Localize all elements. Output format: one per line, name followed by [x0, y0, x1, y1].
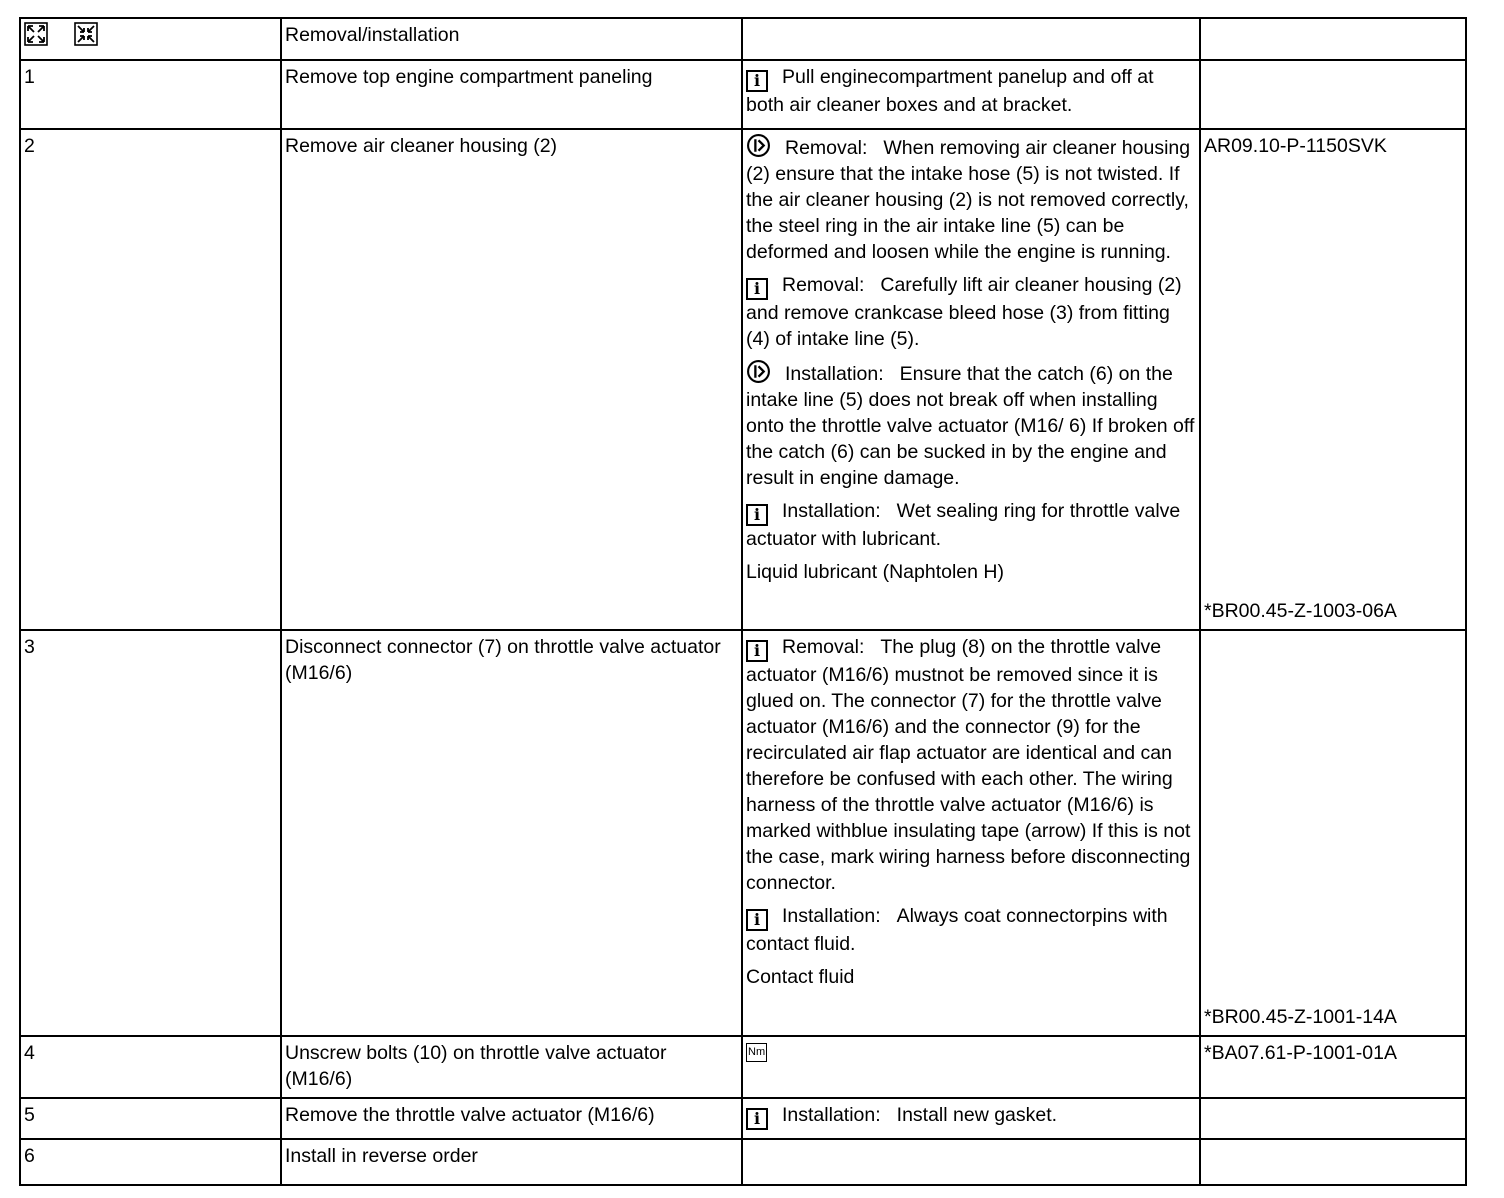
note-text: Pull enginecompartment panelup and off at both air cleaner boxes and at bracket.	[746, 66, 1154, 116]
step-row-3	[20, 630, 1466, 1036]
info-icon[interactable]: i	[746, 909, 768, 931]
step-ref[interactable]: *BA07.61-P-1001-01A	[1200, 1036, 1466, 1098]
material: Liquid lubricant (Naphtolen H)	[746, 561, 1004, 583]
step-ref-cell	[1200, 129, 1466, 630]
header-notes-cell	[742, 18, 1200, 60]
step-ref-cell	[1200, 630, 1466, 1036]
step-action: Remove the throttle valve actuator (M16/6)	[281, 1098, 742, 1139]
note-label: Removal:	[782, 636, 865, 658]
material: Contact fluid	[746, 966, 855, 988]
note-label: Removal:	[782, 274, 865, 296]
step-number: 5	[20, 1098, 281, 1139]
note	[746, 64, 1196, 118]
info-icon[interactable]: i	[746, 278, 768, 300]
note-label: Installation:	[785, 363, 884, 385]
note	[746, 903, 1196, 957]
note-text: Install new gasket.	[896, 1104, 1058, 1126]
warning-icon[interactable]	[746, 359, 771, 384]
note-text: When removing air cleaner housing (2) ensure that the intake hose (5) is not twisted. If the air cleaner housing (2) is not removed correctly, the steel ring in the air intake line (5) can be deformed and loosen while the engine is running.	[746, 137, 1191, 263]
note	[746, 1102, 1196, 1130]
material-ref[interactable]: *BR00.45-Z-1003-06A	[1204, 600, 1397, 622]
note-label: Removal:	[785, 137, 868, 159]
step-action: Unscrew bolts (10) on throttle valve actuator (M16/6)	[281, 1036, 742, 1098]
step-notes	[742, 129, 1200, 630]
step-row-5	[20, 1098, 1466, 1139]
header-ref-cell	[1200, 18, 1466, 60]
note	[746, 133, 1196, 265]
step-notes	[742, 630, 1200, 1036]
step-ref-cell	[1200, 1098, 1466, 1139]
info-icon[interactable]: i	[746, 70, 768, 92]
note-text: Carefully lift air cleaner housing (2) and remove crankcase bleed hose (3) from fitting (4) of intake line (5).	[746, 274, 1182, 350]
step-number: 4	[20, 1036, 281, 1098]
note-label: Installation:	[782, 905, 881, 927]
step-number: 1	[20, 60, 281, 129]
step-ref[interactable]: AR09.10-P-1150SVK	[1204, 135, 1387, 157]
step-row-4	[20, 1036, 1466, 1098]
step-row-6	[20, 1139, 1466, 1185]
step-action: Disconnect connector (7) on throttle valve actuator (M16/6)	[281, 630, 742, 1036]
note	[746, 359, 1196, 491]
header-title: Removal/installation	[281, 18, 742, 60]
note-text: Always coat connectorpins with contact fluid.	[746, 905, 1168, 955]
step-action: Remove air cleaner housing (2)	[281, 129, 742, 630]
step-ref-cell	[1200, 1139, 1466, 1185]
procedure-table	[19, 17, 1467, 1186]
info-icon[interactable]: i	[746, 504, 768, 526]
expand-all-icon[interactable]	[24, 22, 48, 46]
step-notes	[742, 1036, 1200, 1098]
step-row-2	[20, 129, 1466, 630]
step-notes	[742, 1139, 1200, 1185]
note-label: Installation:	[782, 1104, 881, 1126]
material-ref[interactable]: *BR00.45-Z-1001-14A	[1204, 1006, 1397, 1028]
header-row	[20, 18, 1466, 60]
note	[746, 272, 1196, 352]
note	[746, 634, 1196, 896]
step-number: 3	[20, 630, 281, 1036]
note	[746, 498, 1196, 552]
step-row-1	[20, 60, 1466, 129]
info-icon[interactable]: i	[746, 1108, 768, 1130]
header-icons-cell	[20, 18, 281, 60]
note-text: The plug (8) on the throttle valve actuator (M16/6) mustnot be removed since it is glued on. The connector (7) for the throttle valve actuator (M16/6) and the connector (9) for the recirculated air flap actuator are identical and can therefore be confused with each other. The wiring harness of the throttle valve actuator (M16/6) is marked withblue insulating tape (arrow) If this is not the case, mark wiring harness before disconnecting connector.	[746, 636, 1191, 894]
step-action: Remove top engine compartment paneling	[281, 60, 742, 129]
step-action: Install in reverse order	[281, 1139, 742, 1185]
step-notes	[742, 1098, 1200, 1139]
collapse-all-icon[interactable]	[74, 22, 98, 46]
step-notes	[742, 60, 1200, 129]
step-number: 6	[20, 1139, 281, 1185]
step-number: 2	[20, 129, 281, 630]
note-text: Wet sealing ring for throttle valve actuator with lubricant.	[746, 500, 1181, 550]
note-label: Installation:	[782, 500, 881, 522]
info-icon[interactable]: i	[746, 640, 768, 662]
warning-icon[interactable]	[746, 133, 771, 158]
note-text: Ensure that the catch (6) on the intake line (5) does not break off when installing onto the throttle valve actuator (M16/ 6) If broken off the catch (6) can be sucked in by the engine and result in engine damage.	[746, 363, 1195, 489]
step-ref	[1200, 60, 1466, 129]
torque-nm-icon[interactable]: Nm	[746, 1043, 767, 1062]
